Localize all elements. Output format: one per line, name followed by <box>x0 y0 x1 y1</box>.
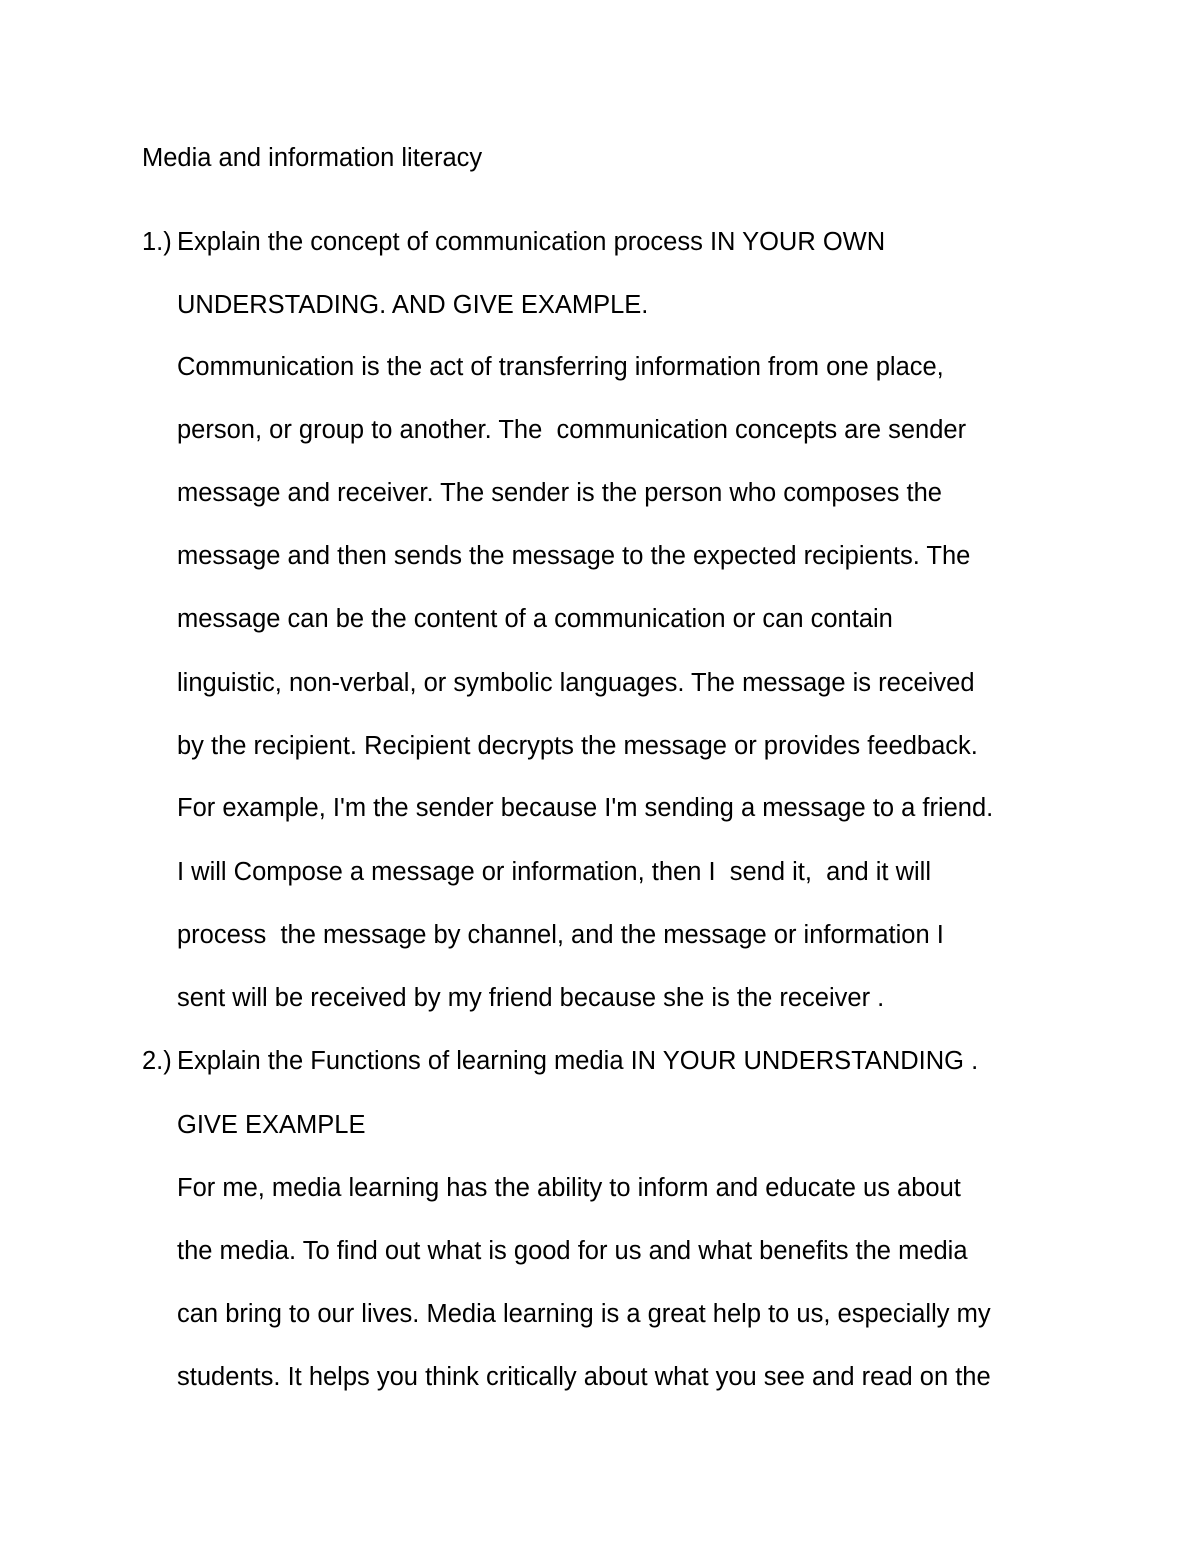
question-1-answer-line: message and then sends the message to the expected recipients. The <box>177 542 971 570</box>
question-2-prompt-line-2: GIVE EXAMPLE <box>177 1111 366 1139</box>
question-1-answer-line: sent will be received by my friend because she is the receiver . <box>177 984 885 1012</box>
question-2-answer-line: the media. To find out what is good for us and what benefits the media <box>177 1237 968 1265</box>
question-2-number: 2.) <box>142 1047 172 1075</box>
question-2-answer-line: can bring to our lives. Media learning is a great help to us, especially my <box>177 1300 991 1328</box>
question-1-answer-line: message and receiver. The sender is the person who composes the <box>177 479 942 507</box>
question-1-answer-line: person, or group to another. The communication concepts are sender <box>177 416 967 444</box>
question-1-number: 1.) <box>142 228 172 256</box>
document-title: Media and information literacy <box>142 144 483 172</box>
question-1-prompt-line-1: Explain the concept of communication process IN YOUR OWN <box>177 228 886 256</box>
question-1-prompt-line-2: UNDERSTADING. AND GIVE EXAMPLE. <box>177 291 649 319</box>
question-2-answer-line: students. It helps you think critically about what you see and read on the <box>177 1363 991 1391</box>
question-2-answer-line: For me, media learning has the ability to inform and educate us about <box>177 1174 961 1202</box>
question-2-prompt-line-1: Explain the Functions of learning media IN YOUR UNDERSTANDING . <box>177 1047 979 1075</box>
question-1-answer-line: by the recipient. Recipient decrypts the message or provides feedback. <box>177 732 978 760</box>
question-1-answer-line: message can be the content of a communication or can contain <box>177 605 893 633</box>
question-1-answer-line: linguistic, non-verbal, or symbolic languages. The message is received <box>177 669 975 697</box>
question-1-answer-line: process the message by channel, and the message or information I <box>177 921 944 949</box>
question-1-answer-line: For example, I'm the sender because I'm sending a message to a friend. <box>177 794 994 822</box>
question-1-answer-line: I will Compose a message or information, then I send it, and it will <box>177 858 932 886</box>
question-1-answer-line: Communication is the act of transferring information from one place, <box>177 353 944 381</box>
